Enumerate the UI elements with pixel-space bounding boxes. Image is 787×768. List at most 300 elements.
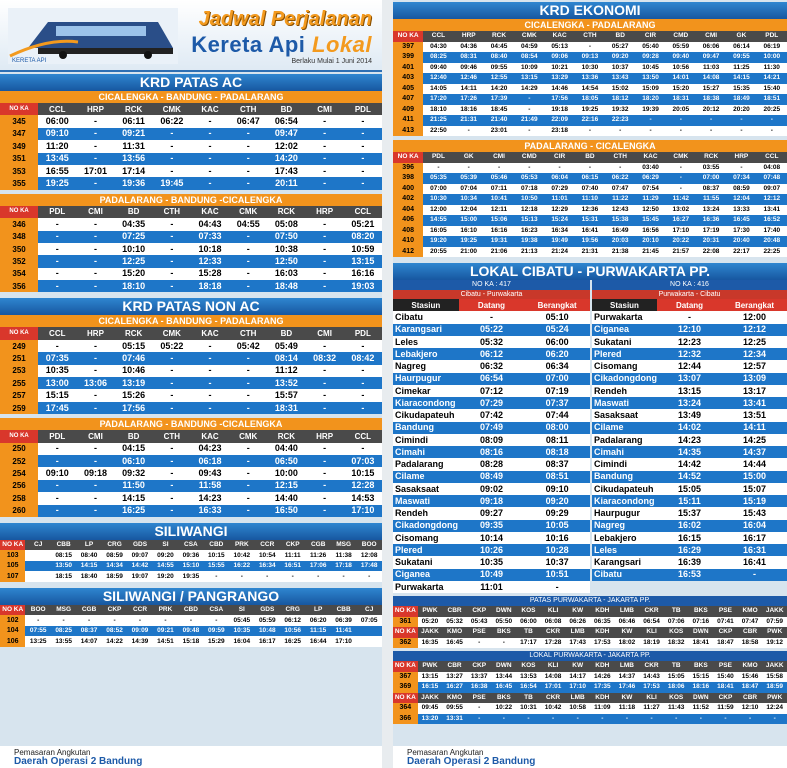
- time-cell: 17:43: [267, 165, 305, 177]
- table-header-row: [0, 605, 382, 616]
- time-cell: 05:08: [267, 218, 305, 230]
- time-cell: -: [306, 480, 344, 492]
- station-name: Plered: [393, 544, 459, 556]
- station-row: [592, 483, 787, 495]
- time-cell: 14:11: [722, 422, 787, 434]
- train-number-cell: 408: [393, 226, 423, 237]
- time-cell: 09:18: [459, 495, 525, 507]
- time-cell: -: [229, 153, 267, 165]
- time-cell: 21:06: [484, 247, 514, 258]
- time-cell: 08:51: [524, 471, 590, 483]
- time-cell: 12:34: [722, 348, 787, 360]
- header-cell: KW: [615, 693, 640, 704]
- header-cell: Berangkat: [722, 299, 787, 311]
- time-cell: 14:37: [615, 672, 640, 683]
- time-cell: 11:10: [575, 194, 605, 205]
- time-cell: 17:28: [541, 638, 566, 649]
- time-cell: 07:37: [524, 397, 590, 409]
- header-cell: CGB: [305, 540, 330, 551]
- time-cell: 09:35: [459, 520, 525, 532]
- time-cell: 12:55: [484, 73, 514, 84]
- time-cell: -: [713, 714, 738, 725]
- time-cell: 22:25: [757, 247, 787, 258]
- table-row: [0, 626, 382, 637]
- time-cell: [356, 636, 382, 647]
- time-cell: 16:41: [722, 556, 787, 568]
- station-row: [592, 360, 787, 372]
- time-cell: 07:47: [738, 617, 763, 628]
- header-cell: KOS: [516, 606, 541, 617]
- header-cell: CRG: [280, 605, 305, 616]
- time-cell: 13:52: [267, 377, 305, 389]
- table-patas-ac-ccl-pdl: [0, 103, 382, 190]
- table-row: [393, 703, 787, 714]
- time-cell: -: [306, 153, 344, 165]
- right-panel: [393, 0, 787, 768]
- train-number-cell: 367: [393, 672, 418, 683]
- time-cell: -: [514, 163, 544, 174]
- header-cell: KDH: [590, 661, 615, 672]
- time-cell: 22:09: [544, 115, 574, 126]
- time-cell: 21:40: [484, 115, 514, 126]
- train-number-cell: 354: [0, 268, 38, 280]
- time-cell: 18:15: [51, 571, 76, 582]
- time-cell: 05:50: [492, 617, 517, 628]
- station-name: Purwakarta: [592, 311, 657, 323]
- time-cell: -: [757, 126, 787, 137]
- time-cell: 18:41: [713, 682, 738, 693]
- train-number-cell: 399: [393, 52, 423, 63]
- header-cell: RCK: [267, 430, 305, 442]
- section-title-lokal-pwk: LOKAL PURWAKARTA - JAKARTA PP.: [393, 651, 787, 661]
- time-cell: 10:59: [344, 243, 382, 255]
- station-name: Kiaracondong: [592, 495, 657, 507]
- time-cell: 19:36: [115, 177, 153, 189]
- time-cell: 15:05: [664, 672, 689, 683]
- station-row: [592, 458, 787, 470]
- time-cell: -: [492, 714, 517, 725]
- time-cell: 05:24: [524, 324, 590, 336]
- table-row: [0, 352, 382, 364]
- time-cell: 14:52: [657, 471, 722, 483]
- train-number-cell: 403: [393, 73, 423, 84]
- time-cell: -: [229, 402, 267, 414]
- time-cell: 04:36: [454, 42, 484, 53]
- time-cell: 18:32: [664, 638, 689, 649]
- time-cell: 06:12: [280, 615, 305, 626]
- time-cell: 08:37: [76, 626, 101, 637]
- time-cell: -: [204, 571, 229, 582]
- time-cell: 21:38: [605, 247, 635, 258]
- table-header-row: [393, 693, 787, 704]
- header-cell-noka: NO KA: [0, 206, 38, 218]
- time-cell: 14:53: [344, 492, 382, 504]
- time-cell: 10:30: [423, 194, 453, 205]
- time-cell: 13:43: [605, 73, 635, 84]
- train-number-cell: 410: [393, 236, 423, 247]
- time-cell: 05:45: [229, 615, 254, 626]
- time-cell: 12:44: [657, 360, 722, 372]
- station-row: [393, 446, 590, 458]
- time-cell: -: [51, 615, 76, 626]
- station-name: Haurpugur: [393, 373, 459, 385]
- time-cell: 10:48: [255, 626, 280, 637]
- time-cell: 20:40: [726, 236, 756, 247]
- header-cell: KMO: [738, 661, 763, 672]
- train-number-cell: 352: [0, 255, 38, 267]
- train-number-cell: 398: [393, 173, 423, 184]
- table-ekonomi-ccl-pdl: [393, 31, 787, 136]
- route-ccl-pdl: CICALENGKA - BANDUNG - PADALARANG: [0, 315, 382, 327]
- station-row: [393, 556, 590, 568]
- header-cell: CMI: [484, 152, 514, 163]
- header-cell-noka: NO KA: [393, 627, 418, 638]
- time-cell: -: [38, 492, 76, 504]
- section-title-lokal-cibatu: LOKAL CIBATU - PURWAKARTA PP.: [393, 263, 787, 280]
- time-cell: 15:20: [115, 268, 153, 280]
- station-row: [393, 458, 590, 470]
- header-cell: CBB: [51, 540, 76, 551]
- time-cell: 22:17: [726, 247, 756, 258]
- time-cell: 09:40: [423, 63, 453, 74]
- time-cell: -: [605, 126, 635, 137]
- time-cell: 12:46: [454, 73, 484, 84]
- time-cell: -: [635, 126, 665, 137]
- time-cell: 15:00: [722, 471, 787, 483]
- time-cell: 07:40: [575, 184, 605, 195]
- station-name: Padalarang: [592, 434, 657, 446]
- train-number-cell: 251: [0, 352, 38, 364]
- header-cell: LP: [76, 540, 101, 551]
- table-row: [0, 402, 382, 414]
- header-cell: KW: [615, 627, 640, 638]
- table-row: [0, 365, 382, 377]
- time-cell: -: [666, 126, 696, 137]
- train-number-cell: 258: [0, 492, 38, 504]
- time-cell: 10:16: [524, 532, 590, 544]
- time-cell: 17:30: [726, 226, 756, 237]
- table-row: [0, 550, 382, 561]
- time-cell: 18:51: [757, 94, 787, 105]
- time-cell: 22:16: [575, 115, 605, 126]
- time-cell: -: [191, 140, 229, 152]
- time-cell: 18:05: [575, 94, 605, 105]
- train-number-cell: 253: [0, 365, 38, 377]
- table-header-row: [0, 327, 382, 339]
- time-cell: -: [524, 581, 590, 593]
- header-cell: CTH: [229, 103, 267, 115]
- time-cell: 18:45: [484, 105, 514, 116]
- station-row: [592, 336, 787, 348]
- time-cell: 10:22: [492, 703, 517, 714]
- time-cell: 11:01: [544, 194, 574, 205]
- time-cell: -: [229, 455, 267, 467]
- station-name: Leles: [393, 336, 459, 348]
- time-cell: 06:22: [153, 115, 191, 127]
- time-cell: 12:10: [657, 324, 722, 336]
- time-cell: 04:43: [191, 218, 229, 230]
- train-logo-icon: [8, 8, 178, 64]
- header-cell: PSE: [467, 627, 492, 638]
- time-cell: -: [191, 115, 229, 127]
- time-cell: -: [306, 377, 344, 389]
- station-name: Ciganea: [393, 569, 459, 581]
- time-cell: -: [639, 714, 664, 725]
- time-cell: 04:08: [757, 163, 787, 174]
- header-cell-noka: NO KA: [0, 540, 25, 551]
- station-row: [393, 520, 590, 532]
- table-row: [393, 714, 787, 725]
- time-cell: 19:32: [605, 105, 635, 116]
- header-cell: Stasiun: [592, 299, 657, 311]
- time-cell: 13:33: [726, 205, 756, 216]
- time-cell: 10:42: [229, 550, 254, 561]
- table-row: [393, 115, 787, 126]
- header-cell-noka: NO KA: [0, 430, 38, 442]
- time-cell: 10:10: [115, 243, 153, 255]
- time-cell: -: [306, 389, 344, 401]
- time-cell: -: [666, 184, 696, 195]
- time-cell: 16:31: [722, 544, 787, 556]
- header-cell: PDL: [757, 31, 787, 42]
- time-cell: 06:15: [575, 173, 605, 184]
- time-cell: -: [344, 389, 382, 401]
- time-cell: -: [484, 163, 514, 174]
- time-cell: -: [306, 402, 344, 414]
- time-cell: 07:05: [356, 615, 382, 626]
- table-row: [393, 173, 787, 184]
- time-cell: 03:40: [635, 163, 665, 174]
- train-number-cell: 396: [393, 163, 423, 174]
- header-cell: CMI: [306, 103, 344, 115]
- header-cell: CBR: [738, 627, 763, 638]
- time-cell: 11:58: [191, 480, 229, 492]
- time-cell: 15:06: [484, 215, 514, 226]
- station-name: Plered: [592, 348, 657, 360]
- table-header-row: [393, 31, 787, 42]
- time-cell: 07:00: [524, 373, 590, 385]
- table-row: [0, 231, 382, 243]
- time-cell: 19:35: [178, 571, 203, 582]
- time-cell: -: [229, 571, 254, 582]
- time-cell: 18:06: [664, 682, 689, 693]
- train-number-cell: 103: [0, 550, 25, 561]
- time-cell: 16:35: [418, 638, 443, 649]
- time-cell: 10:49: [459, 569, 525, 581]
- header-cell-noka: NO KA: [393, 661, 418, 672]
- time-cell: 09:10: [38, 467, 76, 479]
- header-cell: CCR: [255, 540, 280, 551]
- time-cell: -: [514, 126, 544, 137]
- header-title-line1: Jadwal Perjalanan: [198, 8, 372, 30]
- time-cell: 17:56: [115, 402, 153, 414]
- header-cell: CMK: [229, 206, 267, 218]
- table-header-row: [0, 430, 382, 442]
- station-row: [393, 360, 590, 372]
- time-cell: 16:17: [255, 636, 280, 647]
- time-cell: 09:32: [115, 467, 153, 479]
- time-cell: -: [666, 163, 696, 174]
- time-cell: -: [153, 153, 191, 165]
- time-cell: 13:51: [722, 409, 787, 421]
- time-cell: 21:25: [423, 115, 453, 126]
- time-cell: 10:51: [524, 569, 590, 581]
- time-cell: -: [191, 177, 229, 189]
- header-cell: BKS: [492, 627, 517, 638]
- time-cell: 05:43: [467, 617, 492, 628]
- time-cell: 15:38: [605, 215, 635, 226]
- time-cell: 12:50: [267, 255, 305, 267]
- header-cell: HRP: [454, 31, 484, 42]
- time-cell: 15:27: [696, 84, 726, 95]
- station-row: [393, 373, 590, 385]
- time-cell: 11:12: [267, 365, 305, 377]
- time-cell: 13:55: [51, 636, 76, 647]
- header-cell: Berangkat: [524, 299, 590, 311]
- time-cell: 08:25: [423, 52, 453, 63]
- station-name: Ciganea: [592, 324, 657, 336]
- time-cell: 08:40: [76, 550, 101, 561]
- time-cell: -: [306, 280, 344, 292]
- time-cell: 07:47: [605, 184, 635, 195]
- time-cell: 13:15: [514, 73, 544, 84]
- table-row: [0, 377, 382, 389]
- time-cell: -: [153, 455, 191, 467]
- time-cell: 14:42: [127, 561, 152, 572]
- train-number-cell: 353: [0, 165, 38, 177]
- time-cell: -: [102, 615, 127, 626]
- time-cell: 07:54: [635, 184, 665, 195]
- time-cell: 22:23: [605, 115, 635, 126]
- header-cell: CBB: [331, 605, 356, 616]
- train-number-cell: 402: [393, 194, 423, 205]
- time-cell: 10:15: [344, 467, 382, 479]
- table-row: [393, 617, 787, 628]
- section-title-ekonomi: KRD EKONOMI: [393, 2, 787, 19]
- station-row: [592, 348, 787, 360]
- time-cell: -: [514, 94, 544, 105]
- time-cell: 16:25: [115, 505, 153, 517]
- time-cell: 08:42: [344, 352, 382, 364]
- time-cell: 09:10: [524, 483, 590, 495]
- station-name: Cimahi: [393, 446, 459, 458]
- time-cell: [25, 550, 50, 561]
- header-cell: CMK: [229, 430, 267, 442]
- station-row: [393, 532, 590, 544]
- time-cell: -: [153, 615, 178, 626]
- time-cell: 08:59: [726, 184, 756, 195]
- time-cell: 12:24: [762, 703, 787, 714]
- time-cell: 17:40: [757, 226, 787, 237]
- time-cell: -: [229, 467, 267, 479]
- header-cell: CMK: [666, 152, 696, 163]
- time-cell: 21:00: [454, 247, 484, 258]
- header-cell: CBD: [204, 540, 229, 551]
- table-header-row: [393, 299, 590, 311]
- time-cell: 07:34: [726, 173, 756, 184]
- time-cell: 09:21: [115, 128, 153, 140]
- route-purwakarta-cibatu: Purwakarta - Cibatu: [592, 290, 787, 299]
- time-cell: -: [467, 703, 492, 714]
- time-cell: 13:53: [516, 672, 541, 683]
- header-cell: KAC: [191, 327, 229, 339]
- time-cell: 12:04: [454, 205, 484, 216]
- station-name: Cikadongdong: [395, 520, 458, 531]
- station-row: [393, 434, 590, 446]
- time-cell: -: [666, 115, 696, 126]
- time-cell: 11:26: [305, 550, 330, 561]
- time-cell: 08:54: [514, 52, 544, 63]
- time-cell: 11:38: [331, 550, 356, 561]
- table-header-row: [393, 661, 787, 672]
- time-cell: 14:17: [565, 672, 590, 683]
- time-cell: 11:55: [696, 194, 726, 205]
- table-row: [0, 128, 382, 140]
- time-cell: 15:57: [267, 389, 305, 401]
- header-cell: BD: [115, 430, 153, 442]
- time-cell: -: [191, 153, 229, 165]
- time-cell: 09:55: [484, 63, 514, 74]
- header-cell: PWK: [762, 627, 787, 638]
- time-cell: -: [76, 128, 114, 140]
- table-row: [393, 672, 787, 683]
- time-cell: -: [76, 352, 114, 364]
- time-cell: 14:25: [722, 434, 787, 446]
- table-row: [0, 218, 382, 230]
- time-cell: 15:31: [575, 215, 605, 226]
- table-row: [0, 615, 382, 626]
- time-cell: 13:15: [344, 255, 382, 267]
- time-cell: 11:22: [605, 194, 635, 205]
- header-cell: CMK: [153, 103, 191, 115]
- time-cell: 08:20: [344, 231, 382, 243]
- time-cell: 06:08: [541, 617, 566, 628]
- station-row: [592, 569, 787, 581]
- time-cell: 15:29: [204, 636, 229, 647]
- table-lokal-416: [592, 299, 787, 581]
- time-cell: 10:58: [565, 703, 590, 714]
- header-cell: CBR: [442, 661, 467, 672]
- time-cell: 12:57: [722, 360, 787, 372]
- station-name: Cikadongdong: [594, 373, 657, 384]
- station-row: [592, 422, 787, 434]
- train-number-cell: 400: [393, 184, 423, 195]
- time-cell: -: [575, 42, 605, 53]
- time-cell: -: [191, 128, 229, 140]
- time-cell: -: [38, 231, 76, 243]
- time-cell: 17:35: [590, 682, 615, 693]
- time-cell: 23:18: [544, 126, 574, 137]
- time-cell: -: [344, 115, 382, 127]
- header-cell: CCL: [344, 206, 382, 218]
- time-cell: 16:45: [726, 215, 756, 226]
- time-cell: 06:32: [459, 360, 525, 372]
- time-cell: -: [153, 268, 191, 280]
- header-cell: CKR: [541, 627, 566, 638]
- time-cell: -: [229, 443, 267, 455]
- time-cell: 13:45: [38, 153, 76, 165]
- train-number-cell: 409: [393, 105, 423, 116]
- header-cell: LMB: [615, 606, 640, 617]
- header-cell: CKR: [639, 661, 664, 672]
- header-cell: CTH: [605, 152, 635, 163]
- time-cell: 08:49: [459, 471, 525, 483]
- header-cell: TB: [516, 627, 541, 638]
- time-cell: 18:02: [615, 638, 640, 649]
- time-cell: -: [229, 365, 267, 377]
- time-cell: -: [726, 115, 756, 126]
- train-number-cell: 366: [393, 714, 418, 725]
